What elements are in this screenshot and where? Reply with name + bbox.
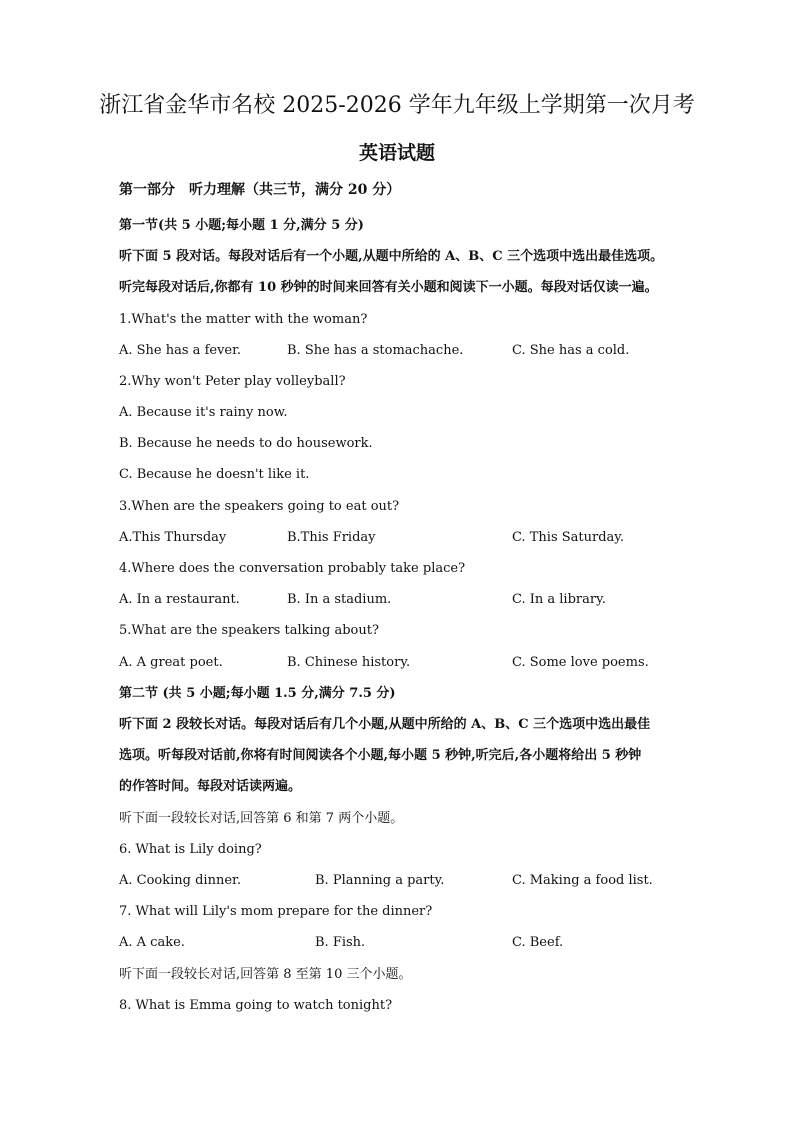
dialog-1-intro: 听下面一段较长对话,回答第 6 和第 7 两个小题。 — [119, 811, 404, 826]
question-2-option-b: B. Because he needs to do housework. — [119, 436, 373, 451]
question-6-option-b: B. Planning a party. — [315, 873, 445, 888]
question-3-stem: 3.When are the speakers going to eat out? — [119, 499, 400, 514]
question-7-option-b: B. Fish. — [315, 935, 366, 950]
section2-instructions-1: 听下面 2 段较长对话。每段对话后有几个小题,从题中所给的 A、B、C 三个选项中选出最佳 — [119, 717, 651, 732]
section2-heading: 第二节 (共 5 小题;每小题 1.5 分,满分 7.5 分) — [119, 686, 396, 701]
question-3-option-a: A.This Thursday — [119, 530, 227, 545]
section1-instructions-1: 听下面 5 段对话。每段对话后有一个小题,从题中所给的 A、B、C 三个选项中选出最佳选项。 — [119, 249, 664, 264]
question-7-option-a: A. A cake. — [119, 935, 185, 950]
question-4-option-b: B. In a stadium. — [287, 592, 392, 607]
question-8-stem: 8. What is Emma going to watch tonight? — [119, 998, 393, 1013]
question-5-option-b: B. Chinese history. — [287, 655, 411, 670]
question-5-option-a: A. A great poet. — [119, 655, 223, 670]
part1-heading: 第一部分 听力理解（共三节，满分 20 分） — [119, 182, 401, 198]
question-5-option-c: C. Some love poems. — [512, 655, 649, 670]
exam-title: 浙江省金华市名校 2025-2026 学年九年级上学期第一次月考 — [99, 93, 695, 118]
question-6-option-c: C. Making a food list. — [512, 873, 653, 888]
section1-heading: 第一节(共 5 小题;每小题 1 分,满分 5 分) — [119, 218, 364, 233]
question-6-stem: 6. What is Lily doing? — [119, 842, 262, 857]
question-1-option-a: A. She has a fever. — [119, 343, 242, 358]
question-2-option-a: A. Because it's rainy now. — [119, 405, 288, 420]
question-1-option-b: B. She has a stomachache. — [287, 343, 464, 358]
question-4-stem: 4.Where does the conversation probably take place? — [119, 561, 466, 576]
question-4-option-a: A. In a restaurant. — [119, 592, 240, 607]
section2-instructions-3: 的作答时间。每段对话读两遍。 — [119, 779, 302, 794]
question-2-stem: 2.Why won't Peter play volleyball? — [119, 374, 346, 389]
exam-subject: 英语试题 — [358, 142, 435, 164]
question-7-stem: 7. What will Lily's mom prepare for the dinner? — [119, 904, 433, 919]
question-3-option-c: C. This Saturday. — [512, 530, 625, 545]
question-6-option-a: A. Cooking dinner. — [119, 873, 241, 888]
question-1-stem: 1.What's the matter with the woman? — [119, 312, 368, 327]
question-5-stem: 5.What are the speakers talking about? — [119, 623, 379, 638]
section1-instructions-2: 听完每段对话后,你都有 10 秒钟的时间来回答有关小题和阅读下一小题。每段对话仅读一遍。 — [119, 280, 658, 295]
question-2-option-c: C. Because he doesn't like it. — [119, 467, 310, 482]
question-4-option-c: C. In a library. — [512, 592, 606, 607]
section2-instructions-2: 选项。听每段对话前,你将有时间阅读各个小题,每小题 5 秒钟,听完后,各小题将给出 5 秒钟 — [119, 748, 642, 763]
question-7-option-c: C. Beef. — [512, 935, 564, 950]
question-1-option-c: C. She has a cold. — [512, 343, 630, 358]
dialog-2-intro: 听下面一段较长对话,回答第 8 至第 10 三个小题。 — [119, 967, 412, 982]
question-3-option-b: B.This Friday — [287, 530, 376, 545]
